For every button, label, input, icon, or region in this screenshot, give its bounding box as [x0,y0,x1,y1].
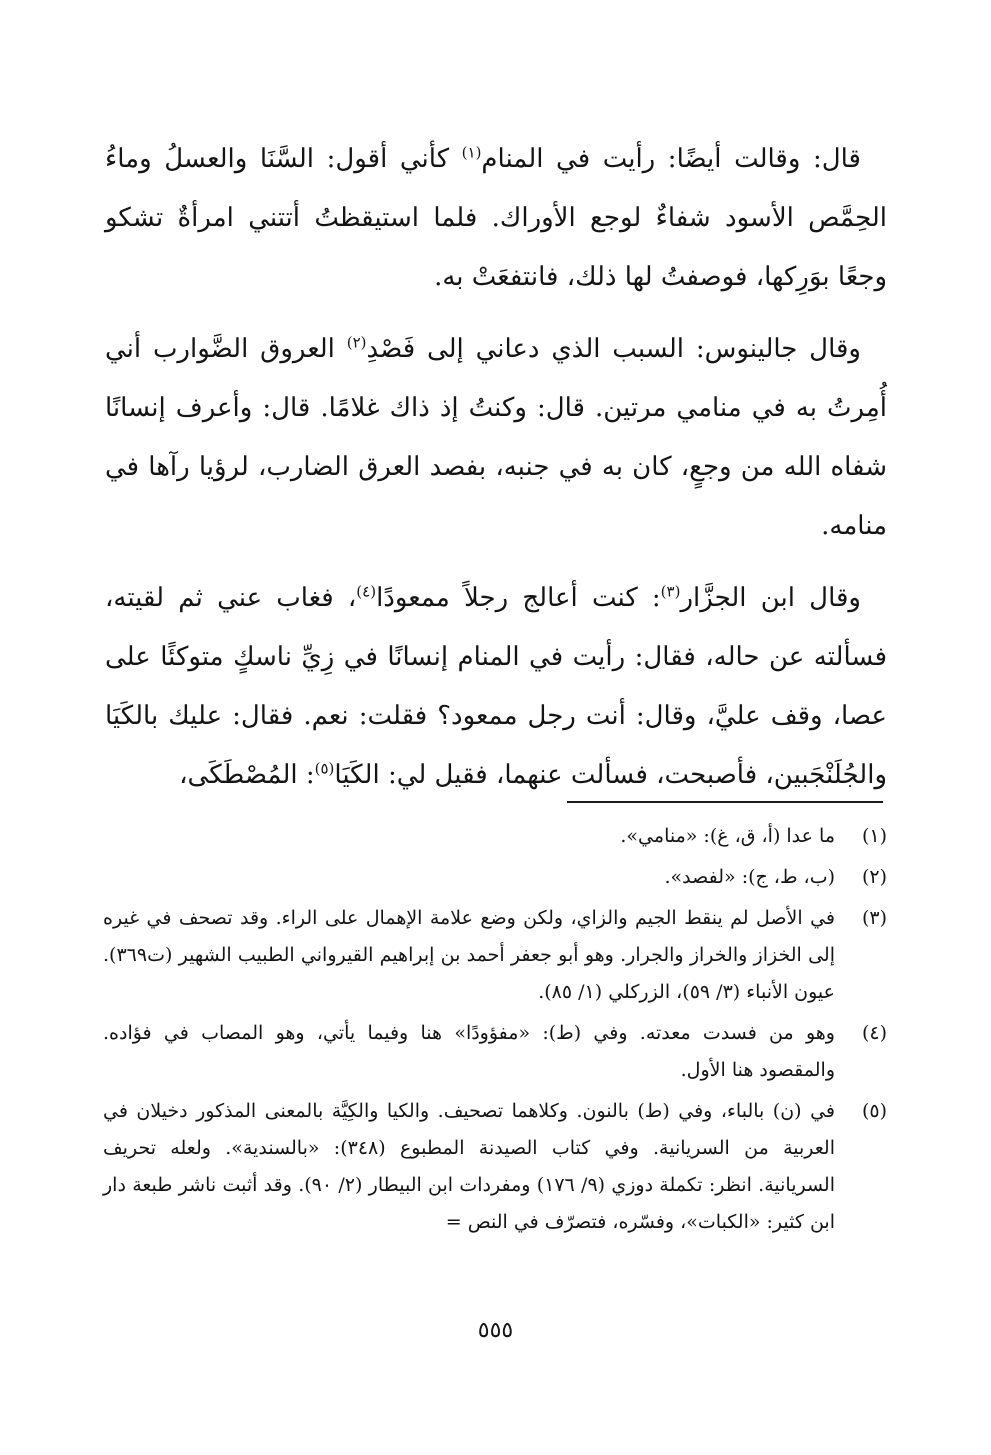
footnotes-section [103,818,887,1245]
text-run: : المُصْطَكَى، [179,760,315,790]
footnote-text: ما عدا (أ، ق، غ): «منامي». [620,825,835,847]
footnote-marker-3[interactable]: (٣) [660,582,681,601]
page-number: ٥٥٥ [477,1318,514,1343]
footnote-1 [103,818,887,855]
footnote-text: في (ن) بالباء، وفي (ط) بالنون. وكلاهما تصحيف. والكيا والكِيَّة بالمعنى المذكور دخيلان في العربية من السريانية. وفي كتاب الصيدنة المطبوع (٣٤٨): «بالسندية». ولعله تحريف السريانية. انظر: تكملة دوزي (٩/ ١٧٦) ومفردات ابن البيطار (٢/ ٩٠). وقد أثبت ناشر طبعة دار ابن كثير: «الكبات»، وفسّره، فتصرّف في النص = [103,1100,835,1233]
footnote-marker-4[interactable]: (٤) [356,582,377,601]
footnote-number: (٤) [861,1022,887,1044]
footnote-number: (٥) [861,1100,887,1122]
footnote-marker-5[interactable]: (٥) [314,759,335,778]
footnote-number: (٢) [861,866,887,888]
footnote-5 [103,1093,887,1241]
text-run: كأني أقول: السَّنَا والعسلُ وماءُ الحِمَّص الأسود شفاءٌ لوجع الأوراك. فلما استيقظتُ أتتني امرأةٌ تشكو وجعًا بوَرِكها، فوصفتُ لها ذلك، فانتفعَتْ به. [105,144,887,292]
paragraph-ibn-al-jazzar [105,569,887,805]
main-text [105,130,887,818]
text-run: العروق الضَّوارب أني أُمِرتُ به في منامي مرتين. قال: وكنتُ إذ ذاك غلامًا. قال: وأعرف إنسانًا شفاه الله من وجعٍ، كان به في جنبه، بفصد العرق الضارب، لرؤيا رآها في منامه. [105,334,887,541]
footnote-number: (٣) [861,907,887,929]
text-run: ، فغاب عني ثم لقيته، فسألته عن حاله، فقال: رأيت في المنام إنسانًا في زِيِّ ناسكٍ متوكئًا على عصا، وقف عليَّ، وقال: أنت رجل ممعود؟ فقلت: نعم. فقال: عليك بالكَيَا والجُلَنْجَبين، فأصبحت، فسألت عنهما، فقيل لي: الكَيَا [105,583,887,790]
footnote-text: في الأصل لم ينقط الجيم والزاي، ولكن وضع علامة الإهمال على الراء. وقد تصحف في غيره إلى الخزاز والخراز والجرار. وهو أبو جعفر أحمد بن إبراهيم القيرواني الطبيب الشهير (ت٣٦٩). عيون الأنباء (٣/ ٥٩)، الزركلي (١/ ٨٥). [103,907,835,1003]
text-run: وقال جالينوس: السبب الذي دعاني إلى فَصْدِ [366,334,861,364]
footnote-3 [103,900,887,1011]
footnote-marker-1[interactable]: (١) [461,143,482,162]
footnote-number: (١) [861,825,887,847]
footnote-separator [567,801,883,803]
footnote-2 [103,859,887,896]
text-run: : كنت أعالج رجلاً ممعودًا [376,583,661,613]
paragraph-galen [105,320,887,556]
footnote-text: وهو من فسدت معدته. وفي (ط): «مفؤودًا» هنا وفيما يأتي، وهو المصاب في فؤاده. والمقصود هنا الأول. [103,1022,835,1081]
paragraph-dream-remedy [105,130,887,307]
footnote-marker-2[interactable]: (٢) [346,333,367,352]
footnote-4 [103,1015,887,1089]
footnote-text: (ب، ط، ج): «لفصد». [664,866,835,888]
text-run: قال: وقالت أيضًا: رأيت في المنام [481,144,861,174]
text-run: وقال ابن الجزَّار [680,583,861,613]
